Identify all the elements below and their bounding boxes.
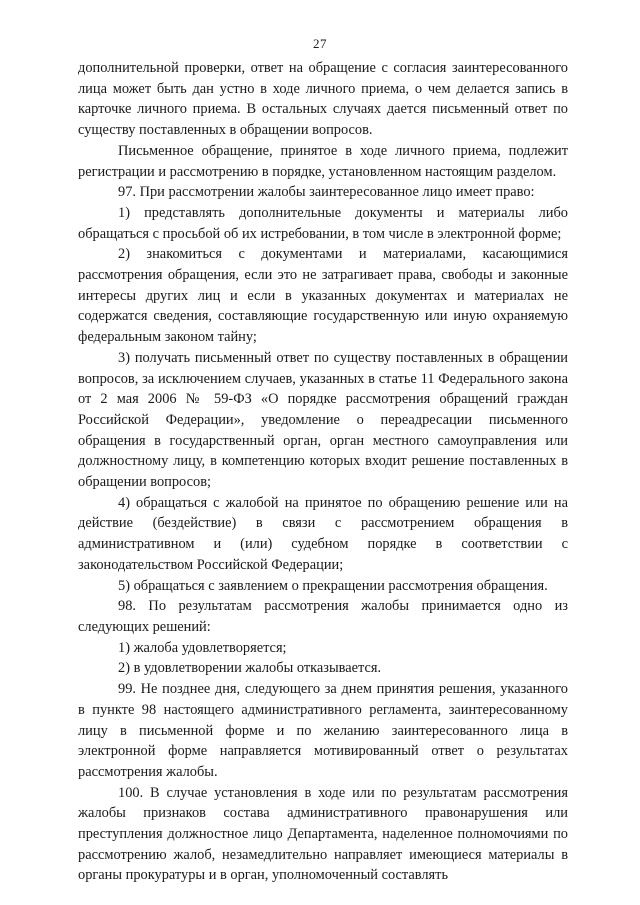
paragraph-97-item-5: 5) обращаться с заявлением о прекращении рассмотрения обращения. — [118, 577, 548, 594]
paragraph-97-item-2: 2) знакомиться с документами и материалами, касающимися рассмотрения обращения, если это не затрагивает права, свободы и законные интересы других лиц и если в указанных документах и материалах не содержатся сведения, составляющие государственную или иную охраняемую федеральным законом тайну; — [78, 246, 568, 346]
paragraph-97-item-4: 4) обращаться с жалобой на принятое по обращению решение или на действие (бездействие) в связи с рассмотрением обращения в административном и (или) судебном порядке в соответствии с законодательством Российской Федерации; — [78, 494, 568, 573]
paragraph-99: 99. Не позднее дня, следующего за днем принятия решения, указанного в пункте 98 настоящего административного регламента, заинтересованному лицу в письменной форме и по желанию заинтересованного лица в электронной форме направляется мотивированный ответ о результатах рассмотрения жалобы. — [78, 681, 568, 780]
paragraph-100: 100. В случае установления в ходе или по результатам рассмотрения жалобы признаков состава административного правонарушения или преступления должностное лицо Департамента, наделенное полномочиями по рассмотрению жалоб, незамедлительно направляет имеющиеся материалы в органы прокуратуры и в орган, уполномоченный составлять — [78, 784, 568, 884]
paragraph-98: 98. По результатам рассмотрения жалобы принимается одно из следующих решений: — [78, 598, 568, 635]
paragraph-97: 97. При рассмотрении жалобы заинтересованное лицо имеет право: — [118, 184, 535, 201]
paragraph-continuation: дополнительной проверки, ответ на обращение с согласия заинтересованного лица может быть дан устно в ходе личного приема, о чем делается запись в карточке личного приема. В остальных случаях дается письменный ответ по существу поставленных в обращении вопросов. — [78, 60, 568, 139]
paragraph-written-appeal: Письменное обращение, принятое в ходе личного приема, подлежит регистрации и рассмотрению в порядке, установленном настоящим разделом. — [78, 142, 568, 180]
paragraph-97-item-1: 1) представлять дополнительные документы и материалы либо обращаться с просьбой об их истребовании, в том числе в электронной форме; — [78, 204, 568, 242]
paragraph-97-item-3: 3) получать письменный ответ по существу поставленных в обращении вопросов, за исключением случаев, указанных в статье 11 Федерального закона от 2 мая 2006 № 59-ФЗ «О порядке рассмотрения обращений граждан Российской Федерации», уведомление о переадресации письменного обращения в государственный орган, орган местного самоуправления или должностному лицу, в компетенцию которых входит решение поставленных в обращении вопросов; — [78, 349, 568, 491]
page-number: 27 — [313, 36, 327, 51]
paragraph-98-item-1: 1) жалоба удовлетворяется; — [118, 639, 287, 656]
document-body — [78, 58, 568, 886]
paragraph-98-item-2: 2) в удовлетворении жалобы отказывается. — [118, 660, 382, 677]
